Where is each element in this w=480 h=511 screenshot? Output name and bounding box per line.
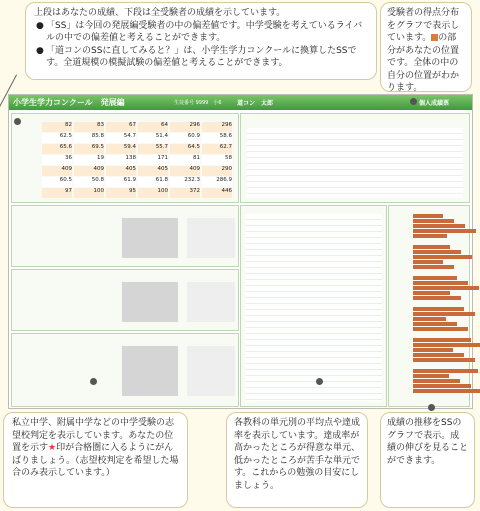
report-title: 小学生学力コンクール 発展編 bbox=[13, 98, 125, 107]
connector-dot bbox=[428, 404, 435, 411]
callout-score-explanation bbox=[25, 2, 377, 80]
report-header bbox=[9, 95, 472, 110]
score-cell: 54.7 bbox=[106, 133, 136, 143]
score-cell: 97 bbox=[42, 188, 72, 198]
score-cell: 58 bbox=[202, 155, 232, 165]
trend-bar bbox=[413, 219, 454, 223]
judgement-panel-1 bbox=[11, 205, 239, 267]
trend-bar bbox=[413, 374, 449, 378]
score-cell: 100 bbox=[74, 188, 104, 198]
score-cell: 372 bbox=[170, 188, 200, 198]
trend-bar bbox=[413, 250, 461, 254]
judgement-hist-1 bbox=[187, 218, 235, 258]
judgement-chart-2 bbox=[122, 282, 178, 322]
score-cell: 19 bbox=[74, 155, 104, 165]
score-cell: 138 bbox=[106, 155, 136, 165]
callout-unit-analysis: 各教科の単元別の平均点や達成率を表示しています。達成率が高かったところが得意な単元、低かったところが苦手な単元です。これからの勉強の目安にしましょう。 bbox=[226, 412, 368, 508]
score-cell: 85.8 bbox=[74, 133, 104, 143]
score-cell: 64.5 bbox=[170, 144, 200, 154]
score-cell: 286.9 bbox=[202, 177, 232, 187]
trend-bar bbox=[413, 245, 450, 249]
distribution-table bbox=[247, 128, 463, 198]
trend-bar bbox=[413, 338, 471, 342]
score-panel bbox=[11, 113, 239, 203]
trend-bar bbox=[413, 358, 475, 362]
trend-bar bbox=[413, 286, 479, 290]
trend-bar bbox=[413, 327, 468, 331]
trend-bar bbox=[413, 229, 476, 233]
trend-bar bbox=[413, 348, 453, 352]
trend-bar bbox=[413, 296, 461, 300]
callout-lead: 上段はあなたの成績、下段は全受験者の成績を示しています。 bbox=[34, 8, 286, 18]
trend-bar bbox=[413, 291, 450, 295]
score-cell: 60.5 bbox=[42, 177, 72, 187]
trend-bar bbox=[413, 317, 446, 321]
trend-bar bbox=[413, 379, 460, 383]
score-cell: 83 bbox=[74, 122, 104, 132]
score-cell: 95 bbox=[106, 188, 136, 198]
score-cell: 64 bbox=[138, 122, 168, 132]
score-cell: 60.9 bbox=[170, 133, 200, 143]
trend-bar bbox=[413, 281, 468, 285]
score-cell: 61.9 bbox=[106, 177, 136, 187]
trend-bar bbox=[413, 307, 464, 311]
trend-bar bbox=[413, 353, 464, 357]
trend-bar bbox=[413, 389, 480, 393]
judgement-chart-1 bbox=[122, 218, 178, 258]
connector-dot bbox=[90, 378, 97, 385]
score-cell: 296 bbox=[202, 122, 232, 132]
judgement-panel-3 bbox=[11, 333, 239, 407]
connector-dot bbox=[410, 98, 417, 105]
ss-trend-panel bbox=[388, 205, 470, 407]
judgement-panel-2 bbox=[11, 269, 239, 331]
unit-analysis-panel bbox=[240, 205, 387, 407]
trend-bar bbox=[413, 260, 443, 264]
score-cell: 51.4 bbox=[138, 133, 168, 143]
score-cell: 58.6 bbox=[202, 133, 232, 143]
score-cell: 81 bbox=[170, 155, 200, 165]
score-cell: 50.8 bbox=[74, 177, 104, 187]
score-cell: 405 bbox=[106, 166, 136, 176]
score-cell: 409 bbox=[170, 166, 200, 176]
score-cell: 55.7 bbox=[138, 144, 168, 154]
score-cell: 296 bbox=[170, 122, 200, 132]
score-cell: 446 bbox=[202, 188, 232, 198]
trend-bar bbox=[413, 312, 475, 316]
score-cell: 65.6 bbox=[42, 144, 72, 154]
score-cell: 290 bbox=[202, 166, 232, 176]
trend-bar bbox=[413, 322, 457, 326]
star-icon: ★ bbox=[48, 443, 57, 453]
bullet-icon: ● bbox=[36, 45, 44, 56]
report-sheet bbox=[8, 94, 473, 409]
score-cell: 61.8 bbox=[138, 177, 168, 187]
student-label: 生徒番号 9999 小6 bbox=[174, 100, 222, 106]
callout-ss-trend: 成績の推移をSSのグラフで表示。成績の伸びを見ることができます。 bbox=[380, 412, 475, 508]
callout-bullet-dokon: ● 「道コンのSSに直してみると？」は、小学生学力コンクールに換算したSSです。全道規模の模擬試験の偏差値と考えることができます。 bbox=[36, 45, 357, 68]
trend-bar bbox=[413, 276, 457, 280]
trend-bar bbox=[413, 343, 480, 347]
connector-dot bbox=[316, 378, 323, 385]
score-cell: 69.5 bbox=[74, 144, 104, 154]
judgement-chart-3 bbox=[122, 346, 178, 396]
callout-bullet-ss: ● 「SS」は今回の発展編受験者の中の偏差値です。中学受験を考えているライバルの中での偏差値と考えることができます。 bbox=[36, 20, 363, 43]
unit-table bbox=[245, 214, 382, 402]
trend-bar bbox=[413, 255, 472, 259]
score-cell: 67 bbox=[106, 122, 136, 132]
judgement-hist-2 bbox=[187, 282, 235, 322]
score-cell: 62.7 bbox=[202, 144, 232, 154]
trend-bar bbox=[413, 384, 471, 388]
bullet-icon: ● bbox=[36, 20, 44, 31]
report-right-label: 個人成績票 bbox=[419, 100, 450, 107]
trend-bar bbox=[413, 224, 465, 228]
score-cell: 405 bbox=[138, 166, 168, 176]
score-cell: 171 bbox=[138, 155, 168, 165]
trend-bar bbox=[413, 265, 454, 269]
ss-trend-chart bbox=[393, 214, 465, 402]
judgement-hist-3 bbox=[187, 346, 235, 396]
score-cell: 409 bbox=[74, 166, 104, 176]
trend-bar bbox=[413, 234, 447, 238]
score-cell: 82 bbox=[42, 122, 72, 132]
distribution-panel bbox=[240, 113, 470, 203]
score-cell: 232.3 bbox=[170, 177, 200, 187]
callout-school-judgement: 私立中学、附属中学などの中学受験の志望校判定を表示しています。あなたの位置を示す★印が合格圏に入るようにがんばりましょう。（志望校判定を希望した場合のみ表示しています。） bbox=[3, 412, 188, 508]
score-cell: 100 bbox=[138, 188, 168, 198]
score-cell: 409 bbox=[42, 166, 72, 176]
score-cell: 62.5 bbox=[42, 133, 72, 143]
trend-bar bbox=[413, 214, 443, 218]
score-cell: 36 bbox=[42, 155, 72, 165]
connector-dot bbox=[14, 118, 21, 125]
student-name: 道コン 太郎 bbox=[237, 100, 274, 107]
callout-distribution: 受験者の得点分布をグラフで表示しています。 の部分があなたの位置です。全体の中の自分の位置がわかります。 bbox=[380, 2, 472, 92]
trend-bar bbox=[413, 369, 478, 373]
score-cell: 59.4 bbox=[106, 144, 136, 154]
